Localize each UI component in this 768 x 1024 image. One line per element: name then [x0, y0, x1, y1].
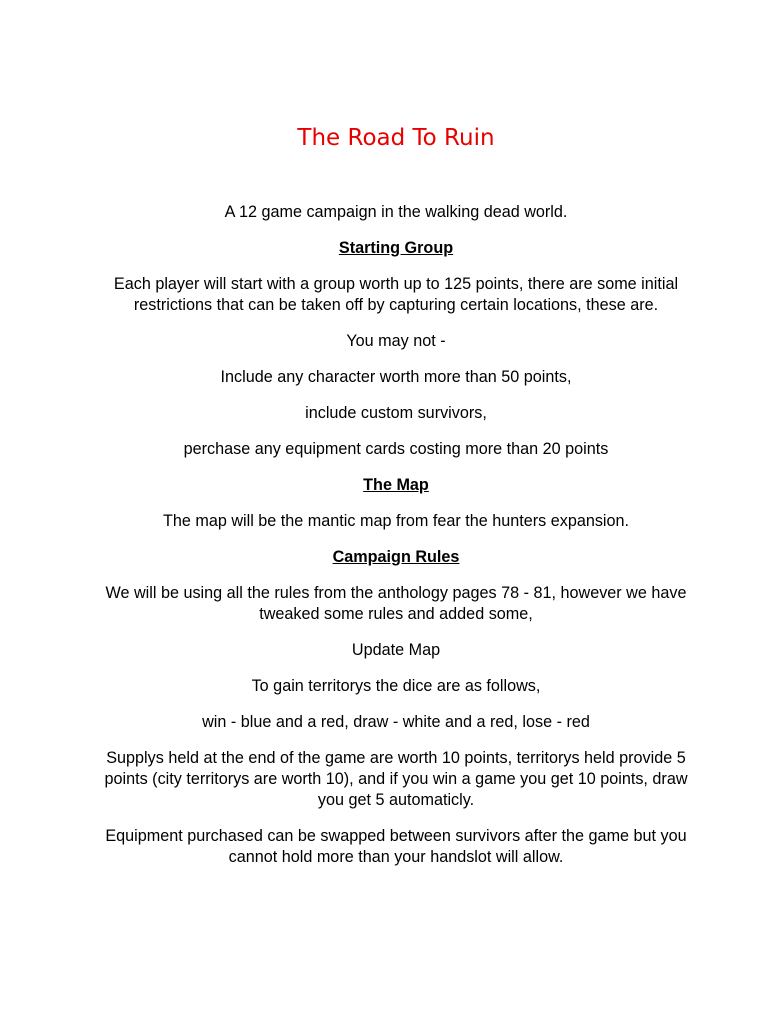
equipment-paragraph: Equipment purchased can be swapped between survivors after the game but you cannot hold more than your handslot will allow.: [105, 827, 687, 866]
campaign-rules-paragraph: We will be using all the rules from the anthology pages 78 - 81, however we have tweaked some rules and added some,: [105, 584, 687, 623]
restriction-item: Include any character worth more than 50 points,: [220, 368, 572, 386]
starting-group-paragraph: Each player will start with a group worth up to 125 points, there are some initial restrictions that can be taken off by capturing certain locations, these are.: [113, 275, 679, 314]
the-map-heading: The Map: [363, 476, 429, 494]
you-may-not-text: You may not -: [346, 332, 446, 350]
document-title: The Road To Ruin: [297, 125, 495, 151]
dice-results-text: win - blue and a red, draw - white and a red, lose - red: [202, 713, 590, 731]
supplies-paragraph: Supplys held at the end of the game are worth 10 points, territorys held provide 5 points (city territorys are worth 10), and if you win a game you get 10 points, draw you get 5 automaticly.: [104, 749, 688, 809]
document-content: [96, 123, 696, 883]
starting-group-heading: Starting Group: [338, 239, 454, 257]
campaign-rules-heading: Campaign Rules: [332, 548, 460, 566]
restriction-item: perchase any equipment cards costing more than 20 points: [183, 440, 609, 458]
restriction-item: include custom survivors,: [305, 404, 487, 422]
territory-dice-text: To gain territorys the dice are as follows,: [251, 677, 541, 695]
intro-text: A 12 game campaign in the walking dead world.: [224, 203, 568, 221]
update-map-text: Update Map: [351, 641, 441, 659]
the-map-paragraph: The map will be the mantic map from fear the hunters expansion.: [162, 512, 630, 530]
